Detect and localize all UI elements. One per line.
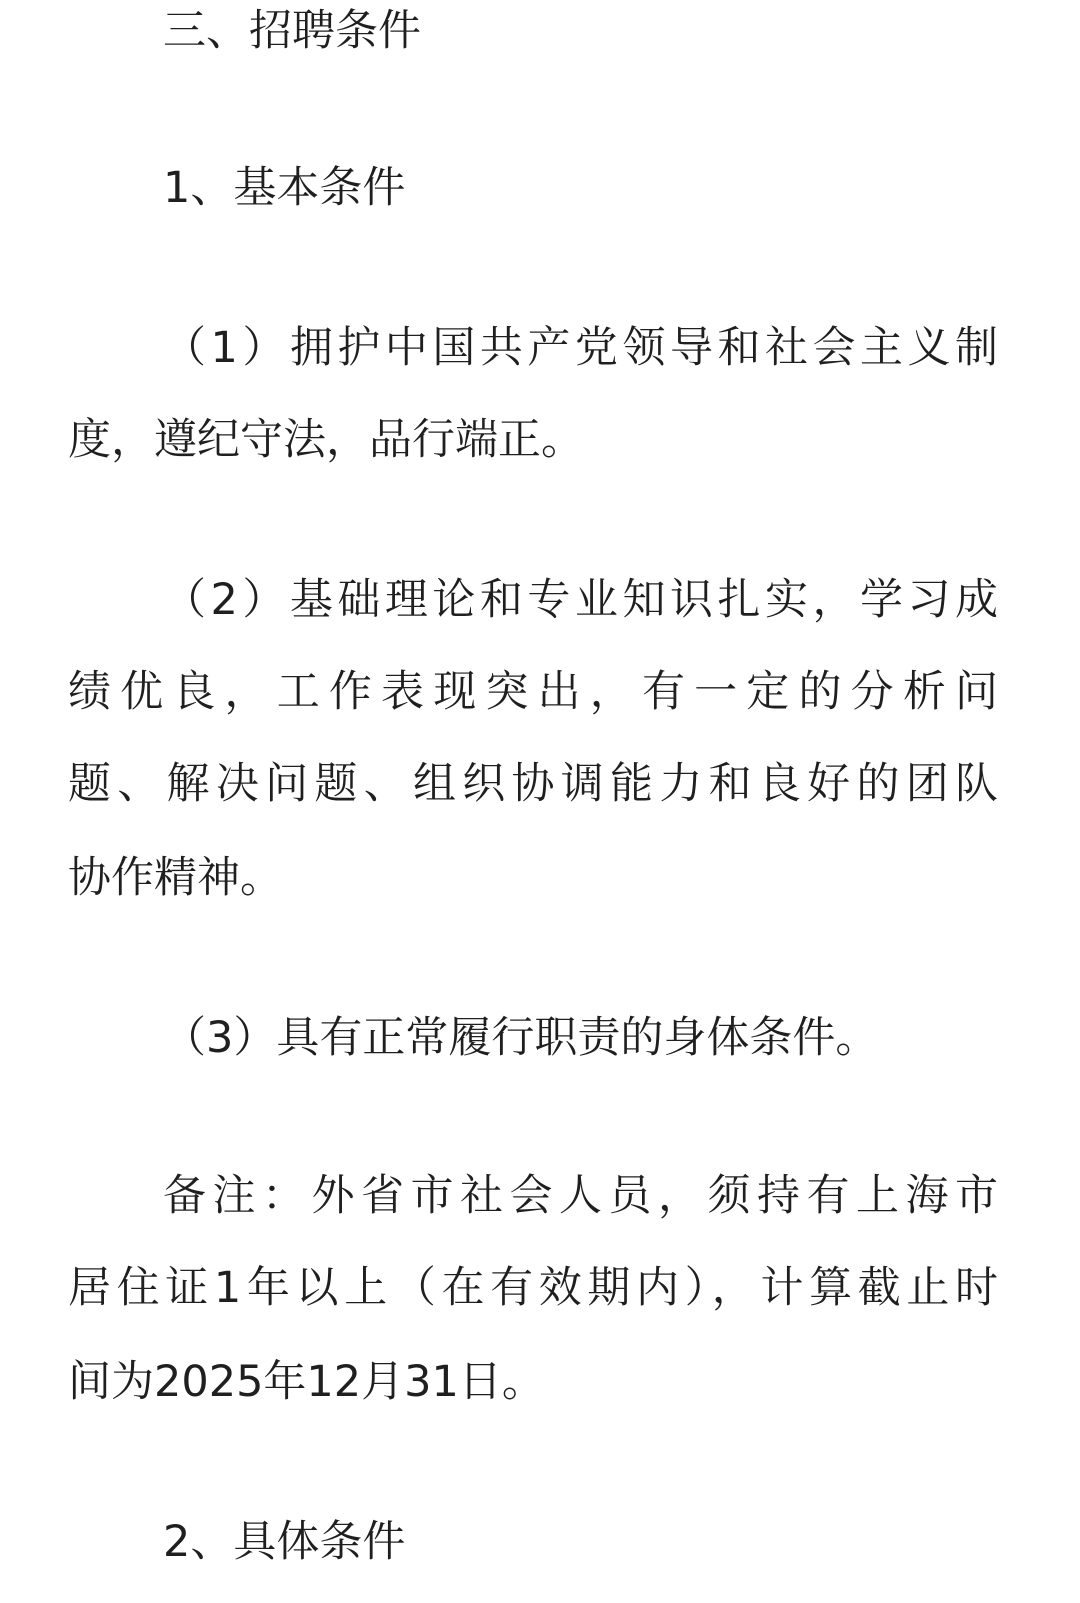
condition-item-1-line-1: （1）拥护中国共产党领导和社会主义制	[163, 323, 998, 373]
condition-item-2-line-4: 协作精神。	[68, 853, 283, 903]
condition-item-2-line-1: （2）基础理论和专业知识扎实，学习成	[163, 575, 998, 625]
condition-item-2-line-3: 题、解决问题、组织协调能力和良好的团队	[68, 759, 998, 809]
note-line-1: 备注：外省市社会人员，须持有上海市	[163, 1171, 998, 1221]
condition-item-2-line-2: 绩优良，工作表现突出，有一定的分析问	[68, 667, 998, 717]
condition-item-1-line-2: 度，遵纪守法，品行端正。	[68, 415, 584, 465]
note-line-3: 间为2025年12月31日。	[68, 1357, 545, 1407]
condition-item-3-line-1: （3）具有正常履行职责的身体条件。	[163, 1013, 879, 1063]
note-line-2: 居住证1年以上（在有效期内），计算截止时	[68, 1263, 998, 1313]
section-title: 三、招聘条件	[163, 6, 421, 56]
subsection-title-specific: 2、具体条件	[163, 1517, 406, 1567]
subsection-title-basic: 1、基本条件	[163, 163, 406, 213]
